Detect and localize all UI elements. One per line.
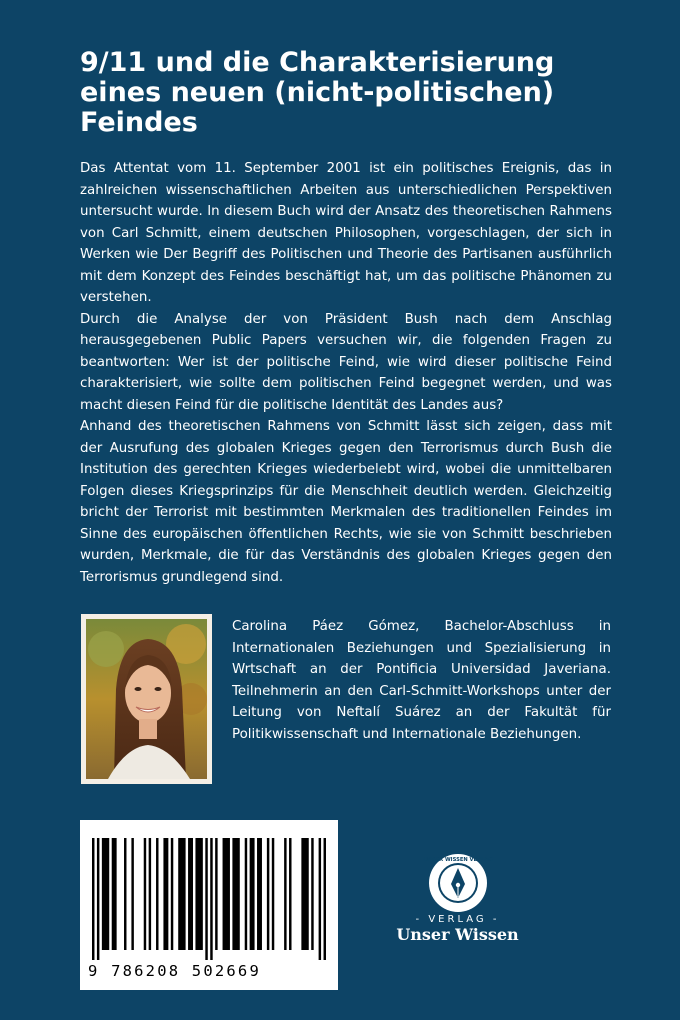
barcode-bar — [205, 838, 207, 960]
barcode-bar — [311, 838, 313, 950]
author-portrait-image — [86, 619, 207, 779]
barcode-bar — [210, 838, 212, 960]
isbn-number: 9 786208 502669 — [88, 962, 261, 980]
barcode-bar — [131, 838, 133, 950]
barcode-bar — [257, 838, 262, 950]
author-photo — [81, 614, 212, 784]
barcode-bar — [102, 838, 109, 950]
title-line-3: Feindes — [80, 107, 198, 138]
barcode-bar — [178, 838, 185, 950]
description-paragraph-1: Das Attentat vom 11. September 2001 ist ein politisches Ereignis, das in zahlreichen wissenschaftlichen Arbeiten aus unterschiedlichen Perspektiven untersucht wurde. In diesem Buch wird der Ansatz des theoretischen Rahmens von Carl Schmitt, einem deutschen Philosophen, vorgeschlagen, der sich in Werken wie Der Begriff des Politischen und Theorie des Partisanen ausführlich mit dem Konzept des Feindes beschäftigt hat, um das politische Phänomen zu verstehen. — [80, 161, 612, 305]
publisher-emblem-icon — [422, 852, 493, 914]
author-bio: Carolina Páez Gómez, Bachelor-Abschluss in Internationalen Beziehungen und Spezialisierung in Wrtschaft an der Pontificia Universidad Javeriana. Teilnehmerin an den Carl-Schmitt-Workshops unter der Leitung von Neftalí Suárez an der Fakultät für Politikwissenschaft und Internationale Beziehungen. — [232, 619, 611, 742]
barcode-bar — [97, 838, 99, 960]
barcode-bar — [319, 838, 321, 960]
barcode-bar — [267, 838, 269, 950]
barcode-bars — [92, 838, 326, 960]
barcode-bar — [112, 838, 117, 950]
barcode-bar — [188, 838, 193, 950]
barcode-bar — [163, 838, 168, 950]
barcode-bar — [215, 838, 217, 950]
barcode-bar — [124, 838, 126, 950]
logo-ring-text: UNSER WISSEN VERLAG — [422, 857, 493, 863]
barcode-bar — [195, 838, 202, 950]
barcode-bar — [232, 838, 239, 950]
barcode-bar — [144, 838, 146, 950]
barcode-bar — [272, 838, 274, 950]
barcode-bar — [301, 838, 308, 950]
barcode-bar — [171, 838, 173, 950]
barcode-bar — [156, 838, 158, 950]
barcode-bar — [284, 838, 286, 950]
isbn-barcode — [80, 820, 338, 990]
barcode-bar — [223, 838, 230, 950]
title-line-1: 9/11 und die Charakterisierung — [80, 47, 555, 78]
barcode-bar — [250, 838, 255, 950]
barcode-bar — [149, 838, 151, 950]
barcode-bar — [245, 838, 247, 950]
publisher-name: Unser Wissen — [396, 925, 519, 944]
title-line-2: eines neuen (nicht-politischen) — [80, 77, 555, 108]
barcode-bar — [289, 838, 291, 950]
publisher-logo — [385, 852, 530, 952]
book-title — [80, 48, 620, 138]
description-paragraph-3: Anhand des theoretischen Rahmens von Schmitt lässt sich zeigen, dass mit der Ausrufung des globalen Krieges gegen den Terrorismus durch Bush die Institution des gerechten Krieges wiederbelebt wird, wobei die unmittelbaren Folgen dieses Kriegsprinzips für die Menschheit deutlich werden. Gleichzeitig bricht der Terrorist mit bestimmten Merkmalen des traditionellen Feindes im Sinne des europäischen öffentlichen Rechts, wie sie von Schmitt beschrieben wurden, Merkmale, die für das Verständnis des globalen Krieges gegen den Terrorismus grundlegend sind. — [80, 419, 612, 585]
description-paragraph-2: Durch die Analyse der von Präsident Bush nach dem Anschlag herausgegebenen Public Papers versuchen wir, die folgenden Fragen zu beantworten: Wer ist der politische Feind, wie wird dieser politische Feind charakterisiert, wie sollte dem politischen Feind begegnet werden, und was macht diesen Feind für die politische Identität des Landes aus? — [80, 311, 612, 413]
book-description — [80, 158, 612, 588]
barcode-bar — [92, 838, 94, 960]
barcode-bar — [324, 838, 326, 960]
publisher-verlag-label: - VERLAG - — [415, 914, 500, 925]
